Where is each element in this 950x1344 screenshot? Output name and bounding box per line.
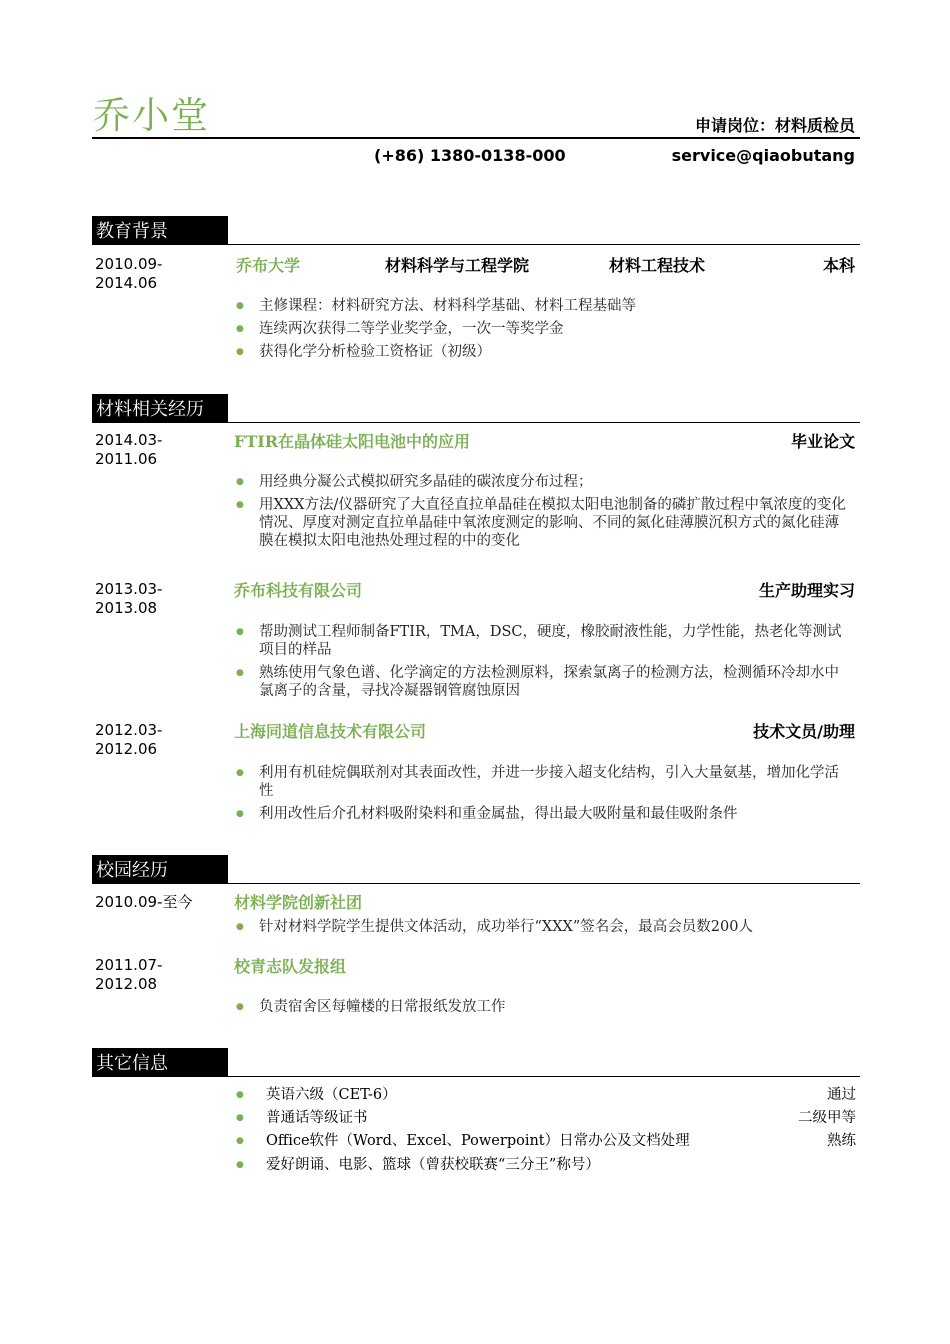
exp-role: 毕业论文: [790, 432, 855, 451]
other-label: 普通话等级证书: [266, 1110, 368, 1126]
campus-title: 校青志队发报组: [234, 957, 347, 976]
section-title: 材料相关经历: [92, 394, 228, 423]
job-applied: 申请岗位：材料质检员: [694, 116, 855, 135]
other-label: Office软件（Word、Excel、Powerpoint）日常办公及文档处理: [266, 1133, 690, 1149]
exp-bullets: [236, 623, 852, 705]
other-item: [236, 1109, 856, 1132]
phone-number: (+86) 1380-0138-000: [374, 146, 566, 165]
other-label: 爱好朗诵、电影、篮球（曾获校联赛“三分王”称号）: [266, 1157, 600, 1173]
exp-date: 2013.03- 2013.08: [95, 580, 163, 617]
other-value: 通过: [827, 1087, 856, 1103]
section-divider: [92, 883, 860, 884]
campus-bullets: [236, 918, 852, 941]
edu-bullets: [236, 297, 852, 366]
list-item: ● 熟练使用气象色谱、化学滴定的方法检测原料，探索氯离子的检测方法，检测循环冷却水中氯离子的含量，寻找冷凝器钢管腐蚀原因: [236, 664, 852, 700]
other-value: 熟练: [827, 1133, 856, 1149]
bullet-icon: ●: [236, 1113, 244, 1123]
campus-date: 2010.09-至今: [95, 893, 193, 911]
list-item: ● 帮助测试工程师制备FTIR，TMA，DSC，硬度，橡胶耐液性能，力学性能，热老化等测试项目的样品: [236, 623, 852, 659]
bullet-icon: ●: [236, 1090, 244, 1100]
section-divider: [92, 422, 860, 423]
exp-title: 上海同道信息技术有限公司: [234, 722, 427, 741]
list-item: ● 主修课程：材料研究方法、材料科学基础、材料工程基础等: [236, 297, 852, 315]
section-title: 其它信息: [92, 1048, 228, 1077]
other-item: [236, 1132, 856, 1155]
list-item: ● 连续两次获得二等学业奖学金，一次一等奖学金: [236, 320, 852, 338]
list-item: ● 利用有机硅烷偶联剂对其表面改性，并进一步接入超支化结构，引入大量氨基，增加化学活性: [236, 764, 852, 800]
list-item: ● 用经典分凝公式模拟研究多晶硅的碳浓度分布过程；: [236, 473, 852, 491]
campus-title: 材料学院创新社团: [234, 893, 363, 912]
candidate-name: 乔小堂: [93, 94, 210, 137]
campus-bullets: [236, 998, 852, 1021]
exp-role: 生产助理实习: [758, 581, 855, 600]
edu-degree: 本科: [822, 256, 855, 275]
section-divider: [92, 244, 860, 245]
section-title: 教育背景: [92, 216, 228, 245]
list-item: ● 获得化学分析检验工资格证（初级）: [236, 343, 852, 361]
other-value: 二级甲等: [798, 1110, 856, 1126]
section-divider: [92, 1076, 860, 1077]
list-item: ● 针对材料学院学生提供文体活动，成功举行“XXX”签名会，最高会员数200人: [236, 918, 852, 936]
edu-school: 乔布大学: [236, 256, 301, 275]
list-item: ● 用XXX方法/仪器研究了大直径直拉单晶硅在模拟太阳电池制备的磷扩散过程中氧浓度的变化情况、厚度对测定直拉单晶硅中氧浓度测定的影响、不同的氮化硅薄膜沉积方式的氮化硅薄膜在模拟太阳电池热处理过程的中的变化: [236, 496, 852, 550]
exp-date: 2012.03- 2012.06: [95, 721, 163, 758]
header-divider: [92, 137, 860, 139]
bullet-icon: ●: [236, 1136, 244, 1146]
exp-title: 乔布科技有限公司: [234, 581, 363, 600]
bullet-icon: ●: [236, 1160, 244, 1170]
other-label: 英语六级（CET-6）: [266, 1087, 397, 1103]
exp-role: 技术文员/助理: [753, 722, 855, 741]
list-item: ● 负责宿舍区每幢楼的日常报纸发放工作: [236, 998, 852, 1016]
list-item: ● 利用改性后介孔材料吸附染料和重金属盐，得出最大吸附量和最佳吸附条件: [236, 805, 852, 823]
section-title: 校园经历: [92, 855, 228, 884]
other-item: [236, 1156, 856, 1179]
other-item: [236, 1086, 856, 1109]
section-experience: [92, 394, 860, 424]
edu-date: 2010.09- 2014.06: [95, 255, 163, 292]
exp-bullets: [236, 764, 852, 828]
section-campus: [92, 855, 860, 885]
exp-title: FTIR在晶体硅太阳电池中的应用: [234, 432, 471, 451]
edu-major: 材料工程技术: [609, 256, 706, 275]
email-address: service@qiaobutang: [671, 146, 855, 165]
exp-bullets: [236, 473, 852, 555]
edu-college: 材料科学与工程学院: [385, 256, 530, 275]
section-other: [92, 1048, 860, 1078]
exp-date: 2014.03- 2011.06: [95, 431, 163, 468]
section-education: [92, 216, 860, 246]
campus-date: 2011.07- 2012.08: [95, 956, 163, 993]
